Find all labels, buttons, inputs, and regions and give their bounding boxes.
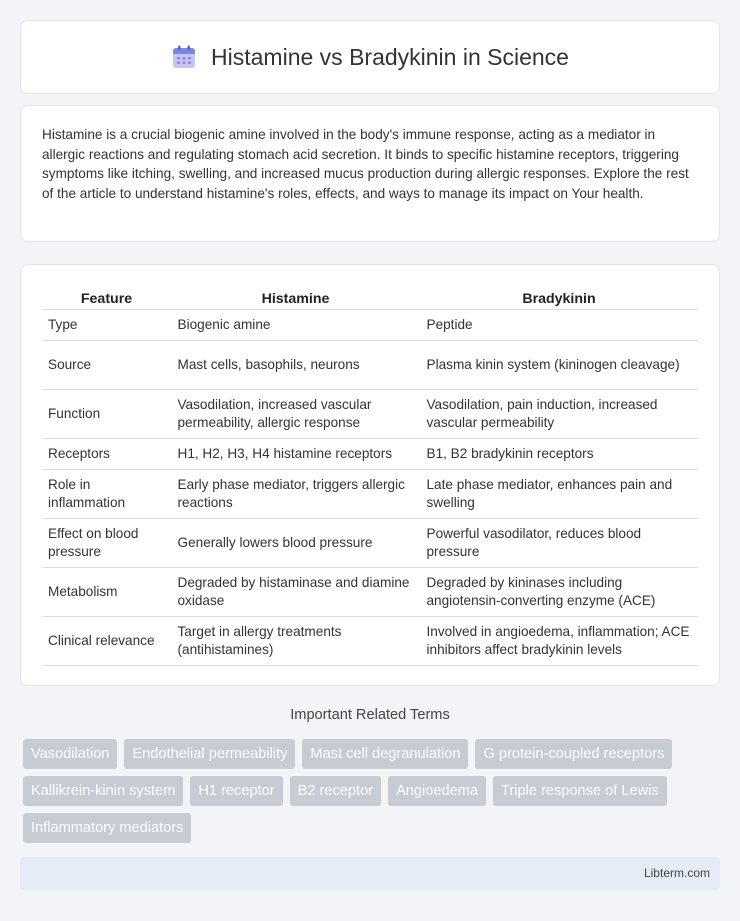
table-cell: Vasodilation, increased vascular permeability, allergic response bbox=[171, 390, 420, 439]
table-cell: Early phase mediator, triggers allergic reactions bbox=[171, 470, 420, 519]
table-cell: Clinical relevance bbox=[42, 617, 171, 666]
table-row bbox=[42, 617, 698, 666]
related-term-tag[interactable]: Kallikrein-kinin system bbox=[23, 776, 183, 806]
calendar-icon bbox=[171, 44, 197, 70]
related-terms-list bbox=[23, 739, 723, 843]
comparison-table bbox=[42, 285, 698, 666]
table-row bbox=[42, 310, 698, 341]
related-term-tag[interactable]: Endothelial permeability bbox=[124, 739, 295, 769]
related-term-tag[interactable]: Mast cell degranulation bbox=[302, 739, 468, 769]
table-cell: Mast cells, basophils, neurons bbox=[171, 341, 420, 390]
table-cell: Role in inflammation bbox=[42, 470, 171, 519]
table-cell: Source bbox=[42, 341, 171, 390]
footer bbox=[20, 857, 720, 890]
header-card bbox=[20, 20, 720, 94]
related-term-tag[interactable]: B2 receptor bbox=[290, 776, 381, 806]
table-cell: Biogenic amine bbox=[171, 310, 420, 341]
table-cell: Late phase mediator, enhances pain and swelling bbox=[420, 470, 698, 519]
table-cell: Degraded by kininases including angiotensin-converting enzyme (ACE) bbox=[420, 568, 698, 617]
table-row bbox=[42, 470, 698, 519]
table-cell: H1, H2, H3, H4 histamine receptors bbox=[171, 439, 420, 470]
table-cell: Function bbox=[42, 390, 171, 439]
related-term-tag[interactable]: Inflammatory mediators bbox=[23, 813, 191, 843]
table-row bbox=[42, 519, 698, 568]
table-cell: Vasodilation, pain induction, increased vascular permeability bbox=[420, 390, 698, 439]
intro-text: Histamine is a crucial biogenic amine involved in the body's immune response, acting as a mediator in allergic reactions and regulating stomach acid secretion. It binds to specific histamine receptors, triggering symptoms like itching, swelling, and increased mucus production during allergic responses. Explore the rest of the article to understand histamine's roles, effects, and ways to manage its impact on Your health. bbox=[42, 127, 689, 202]
table-cell: Effect on blood pressure bbox=[42, 519, 171, 568]
related-term-tag[interactable]: Angioedema bbox=[388, 776, 486, 806]
table-cell: Degraded by histaminase and diamine oxidase bbox=[171, 568, 420, 617]
table-cell: Plasma kinin system (kininogen cleavage) bbox=[420, 341, 698, 390]
related-terms-title: Important Related Terms bbox=[290, 707, 450, 723]
related-term-tag[interactable]: Triple response of Lewis bbox=[493, 776, 667, 806]
comparison-table-card bbox=[20, 264, 720, 686]
table-row bbox=[42, 439, 698, 470]
table-header-row bbox=[42, 285, 698, 310]
table-cell: Powerful vasodilator, reduces blood pressure bbox=[420, 519, 698, 568]
table-cell: Receptors bbox=[42, 439, 171, 470]
column-header: Feature bbox=[42, 285, 171, 310]
intro-card bbox=[20, 105, 720, 242]
column-header: Histamine bbox=[171, 285, 420, 310]
table-row bbox=[42, 341, 698, 390]
related-term-tag[interactable]: G protein-coupled receptors bbox=[475, 739, 672, 769]
table-cell: Target in allergy treatments (antihistamines) bbox=[171, 617, 420, 666]
table-cell: Metabolism bbox=[42, 568, 171, 617]
table-cell: B1, B2 bradykinin receptors bbox=[420, 439, 698, 470]
page-title: Histamine vs Bradykinin in Science bbox=[211, 43, 569, 70]
table-cell: Peptide bbox=[420, 310, 698, 341]
table-row bbox=[42, 568, 698, 617]
table-cell: Involved in angioedema, inflammation; ACE inhibitors affect bradykinin levels bbox=[420, 617, 698, 666]
column-header: Bradykinin bbox=[420, 285, 698, 310]
related-term-tag[interactable]: H1 receptor bbox=[190, 776, 282, 806]
related-term-tag[interactable]: Vasodilation bbox=[23, 739, 117, 769]
table-cell: Generally lowers blood pressure bbox=[171, 519, 420, 568]
table-cell: Type bbox=[42, 310, 171, 341]
table-row bbox=[42, 390, 698, 439]
footer-site-link[interactable]: Libterm.com bbox=[643, 866, 710, 880]
